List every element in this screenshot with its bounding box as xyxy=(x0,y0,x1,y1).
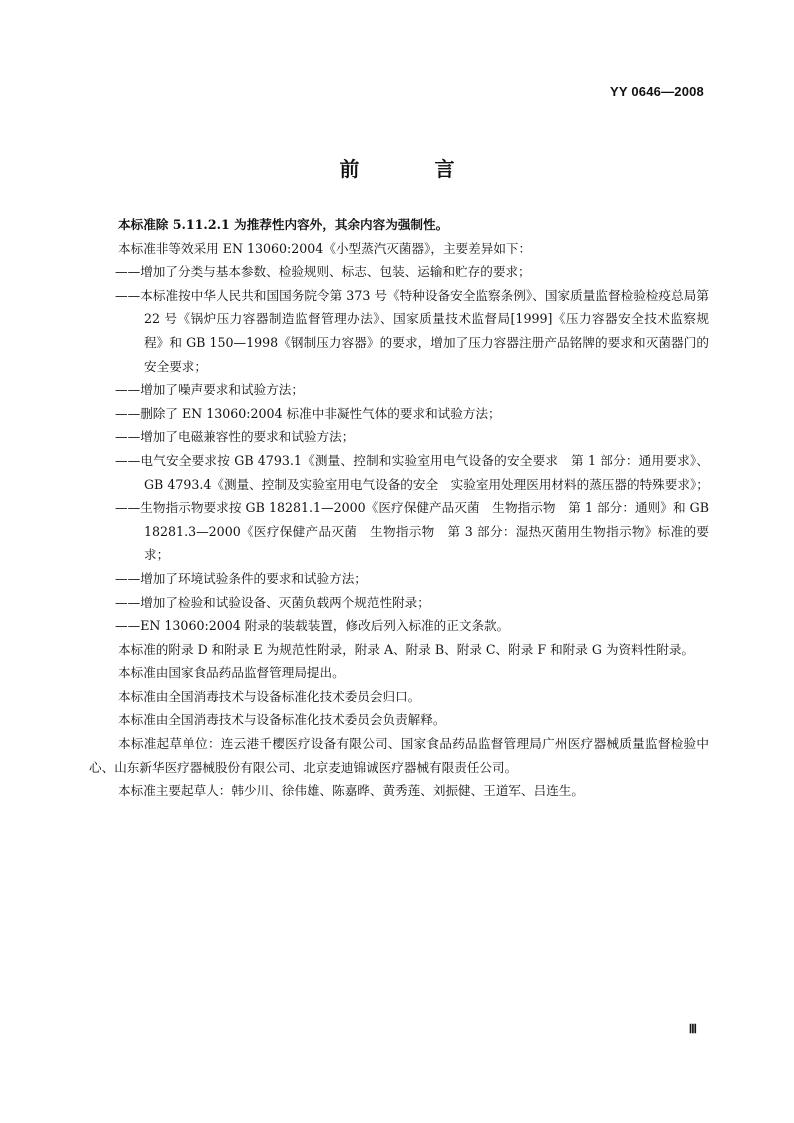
adoption-statement: 本标准非等效采用 EN 13060:2004《小型蒸汽灭菌器》，主要差异如下： xyxy=(118,240,532,256)
list-item: ——增加了分类与基本参数、检验规则、标志、包装、运输和贮存的要求； xyxy=(115,264,531,280)
interpretation-statement: 本标准由全国消毒技术与设备标准化技术委员会负责解释。 xyxy=(118,712,446,728)
standard-number: YY 0646—2008 xyxy=(610,84,704,99)
mandatory-statement: 本标准除 5.11.2.1 为推荐性内容外，其余内容为强制性。 xyxy=(118,217,449,232)
annex-statement: 本标准的附录 D 和附录 E 为规范性附录，附录 A、附录 B、附录 C、附录 F 和附录 G 为资料性附录。 xyxy=(118,641,695,657)
page-number: Ⅲ xyxy=(688,1022,697,1036)
list-item: ——增加了噪声要求和试验方法； xyxy=(115,382,304,398)
list-item: ——电气安全要求按 GB 4793.1《测量、控制和实验室用电气设备的安全要求 第 1 部分：通用要求》、GB 4793.4《测量、控制及实验室用电气设备的安全 实验室用处理医用材料的蒸压器的特殊要求》； xyxy=(115,452,709,492)
proposer-statement: 本标准由国家食品药品监督管理局提出。 xyxy=(118,665,345,681)
list-item: ——增加了检验和试验设备、灭菌负载两个规范性附录； xyxy=(115,594,430,610)
drafters: 本标准主要起草人：韩少川、徐伟雄、陈嘉晔、黄秀莲、刘振健、王道军、吕连生。 xyxy=(118,783,584,799)
list-item: ——EN 13060:2004 附录的装载装置，修改后列入标准的正文条款。 xyxy=(115,618,510,634)
list-item: ——删除了 EN 13060:2004 标准中非凝性气体的要求和试验方法； xyxy=(115,405,501,421)
drafting-units: 本标准起草单位：连云港千樱医疗设备有限公司、国家食品药品监督管理局广州医疗器械质量监督检验中心、山东新华医疗器械股份有限公司、北京麦迪锦诚医疗器械有限责任公司。 xyxy=(89,736,709,775)
list-item: ——生物指示物要求按 GB 18281.1—2000《医疗保健产品灭菌 生物指示物 第 1 部分：通则》和 GB 18281.3—2000《医疗保健产品灭菌 生物指示物 第 3 部分：湿热灭菌用生物指示物》标准的要求； xyxy=(115,500,709,563)
list-item: ——本标准按中华人民共和国国务院令第 373 号《特种设备安全监察条例》、国家质量监督检验检疫总局第 22 号《锅炉压力容器制造监督管理办法》、国家质量技术监督局[1999]《压力容器安全技术监察规程》和 GB 150—1998《钢制压力容器》的要求，增加了压力容器注册产品铭牌的要求和灭菌器门的安全要求； xyxy=(115,287,709,374)
list-item: ——增加了环境试验条件的要求和试验方法； xyxy=(115,570,367,586)
differences-list xyxy=(89,260,709,638)
foreword-body xyxy=(89,213,709,803)
page-title: 前 言 xyxy=(339,157,489,181)
centralized-statement: 本标准由全国消毒技术与设备标准化技术委员会归口。 xyxy=(118,688,421,704)
list-item: ——增加了电磁兼容性的要求和试验方法； xyxy=(115,429,355,445)
